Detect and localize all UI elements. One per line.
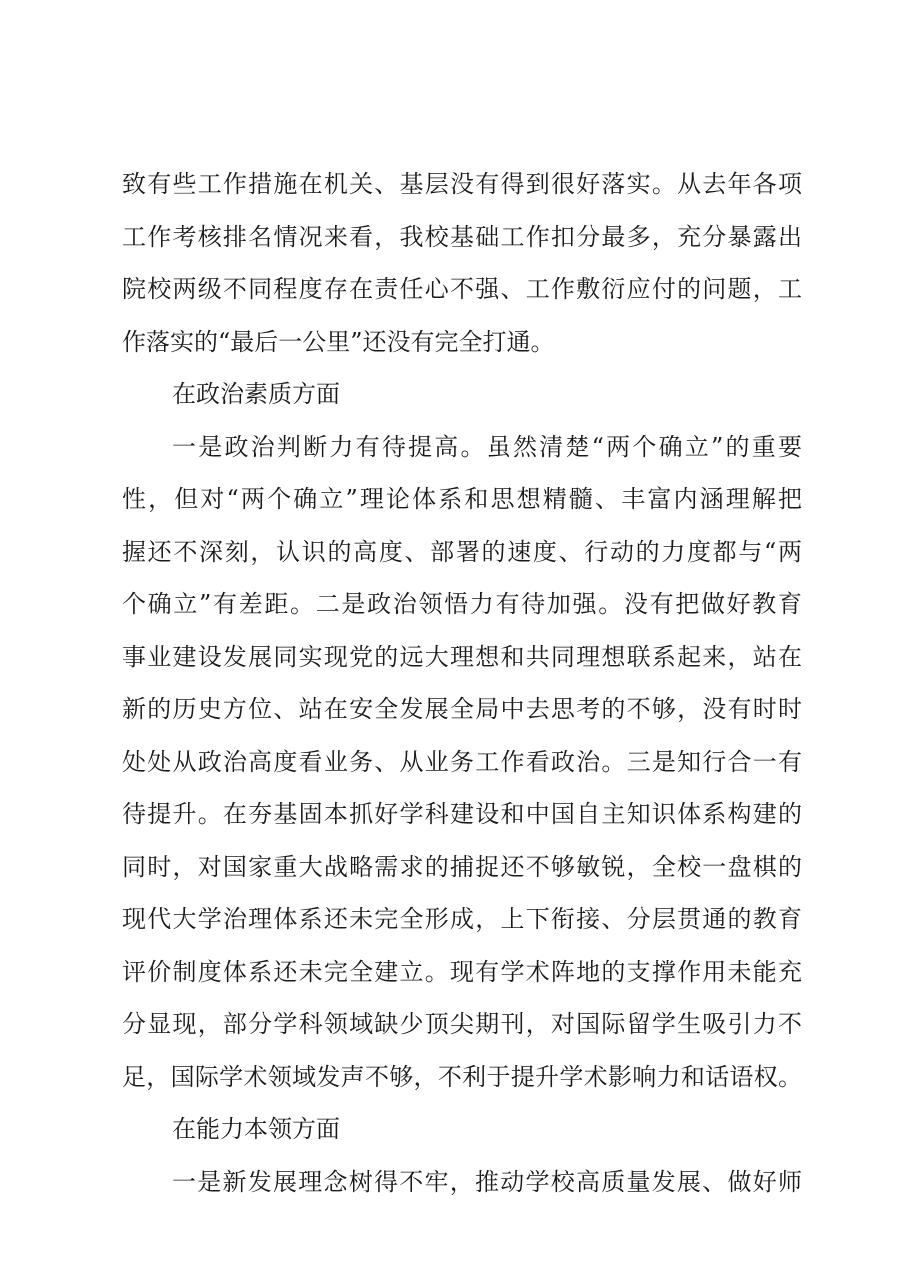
document-text-line: 院校两级不同程度存在责任心不强、工作敷衍应付的问题，工 xyxy=(122,275,802,303)
document-text-line: 作落实的“最后一公里”还没有完全打通。 xyxy=(122,327,555,356)
document-text-line: 性，但对“两个确立”理论体系和思想精髓、丰富内涵理解把 xyxy=(122,485,802,513)
document-text-line: 一是政治判断力有待提高。虽然清楚“两个确立”的重要 xyxy=(172,432,802,461)
document-text-line: 在能力本领方面 xyxy=(172,1115,340,1143)
document-text-line: 新的历史方位、站在安全发展全局中去思考的不够，没有时时 xyxy=(122,695,802,723)
document-text-line: 足，国际学术领域发声不够，不利于提升学术影响力和话语权。 xyxy=(122,1062,802,1091)
document-text-line: 同时，对国家重大战略需求的捕捉还不够敏锐，全校一盘棋的 xyxy=(122,852,802,881)
document-text-line: 工作考核排名情况来看，我校基础工作扣分最多，充分暴露出 xyxy=(122,222,802,251)
document-text-line: 处处从政治高度看业务、从业务工作看政治。三是知行合一有 xyxy=(122,747,802,776)
document-text-line: 个确立”有差距。二是政治领悟力有待加强。没有把做好教育 xyxy=(122,590,802,618)
document-text-line: 现代大学治理体系还未完全形成，上下衔接、分层贯通的教育 xyxy=(122,905,802,933)
document-text-line: 待提升。在夯基固本抓好学科建设和中国自主知识体系构建的 xyxy=(122,800,802,828)
document-text-line: 分显现，部分学科领域缺少顶尖期刊，对国际留学生吸引力不 xyxy=(122,1010,802,1038)
document-body xyxy=(122,158,802,1208)
document-text-line: 评价制度体系还未完全建立。现有学术阵地的支撑作用未能充 xyxy=(122,957,802,986)
document-text-line: 握还不深刻，认识的高度、部署的速度、行动的力度都与“两 xyxy=(122,537,802,566)
document-text-line: 一是新发展理念树得不牢，推动学校高质量发展、做好师 xyxy=(172,1167,802,1196)
document-text-line: 事业建设发展同实现党的远大理想和共同理想联系起来，站在 xyxy=(122,642,802,671)
document-text-line: 致有些工作措施在机关、基层没有得到很好落实。从去年各项 xyxy=(122,170,802,198)
document-text-line: 在政治素质方面 xyxy=(172,380,340,408)
